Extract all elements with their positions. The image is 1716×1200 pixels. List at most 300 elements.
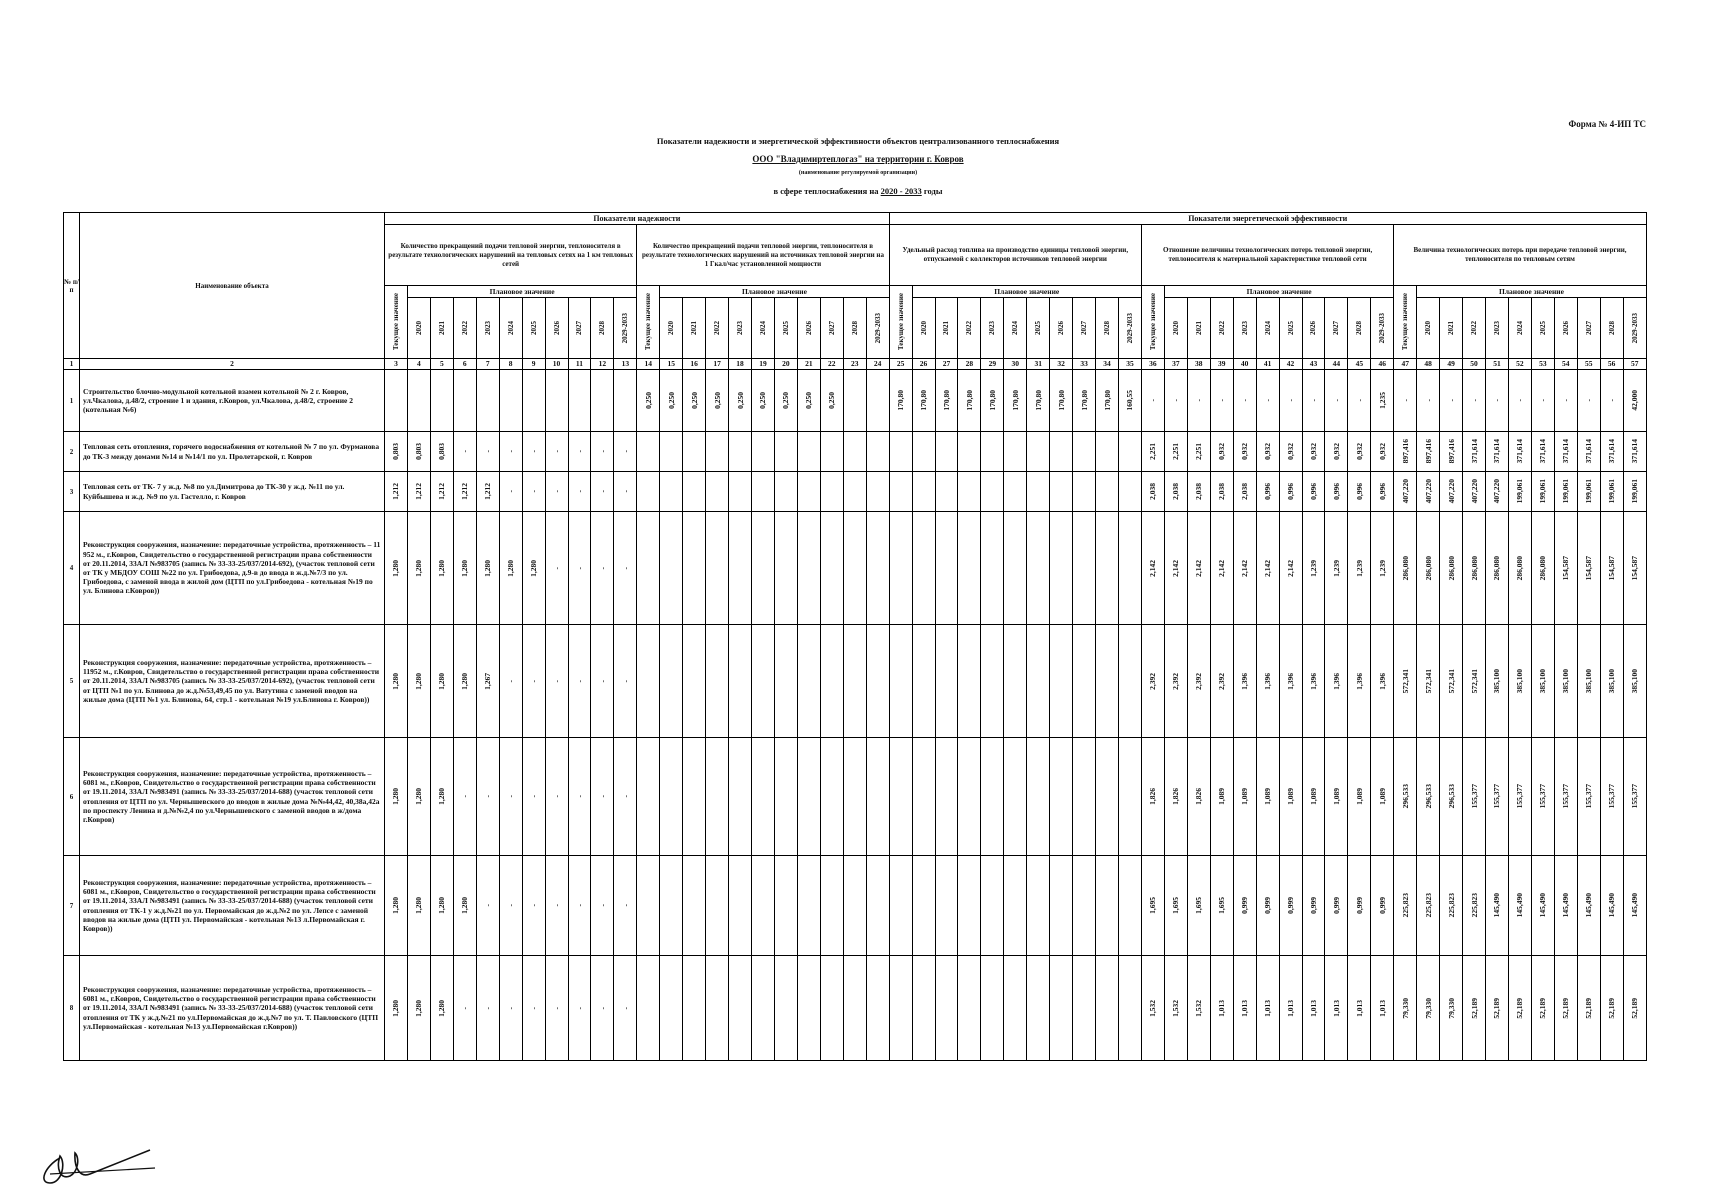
cell-value: 1,280	[414, 559, 424, 577]
value-cell	[729, 370, 752, 432]
plan-value-header: Плановое значение	[912, 286, 1141, 298]
value-cell	[1210, 856, 1233, 956]
row-number: 3	[64, 472, 80, 512]
cell-value: 2,142	[1194, 559, 1204, 577]
cell-value: 0,803	[414, 443, 424, 460]
cell-value: 1,235	[1377, 392, 1387, 409]
value-cell	[522, 472, 545, 512]
column-number: 55	[1577, 359, 1600, 370]
value-cell	[591, 512, 614, 625]
year-label: 2026	[1561, 321, 1570, 335]
value-cell	[430, 625, 453, 738]
cell-value: 1,089	[1354, 788, 1364, 805]
value-cell	[797, 956, 820, 1061]
value-cell	[820, 625, 843, 738]
cell-value: 1,396	[1240, 672, 1250, 690]
value-cell	[1141, 432, 1164, 472]
column-number: 16	[683, 359, 706, 370]
value-cell	[752, 512, 775, 625]
value-cell	[591, 432, 614, 472]
value-cell	[752, 472, 775, 512]
year-header	[1187, 298, 1210, 359]
value-cell	[889, 738, 912, 856]
value-cell	[706, 738, 729, 856]
value-cell	[637, 956, 660, 1061]
value-cell	[660, 738, 683, 856]
value-cell	[1210, 432, 1233, 472]
value-cell	[1256, 512, 1279, 625]
value-cell	[1486, 432, 1509, 472]
value-cell	[568, 370, 591, 432]
year-header	[1096, 298, 1119, 359]
cell-value: 225,823	[1423, 893, 1433, 918]
year-label: 2027	[1332, 321, 1341, 335]
cell-value: 0,932	[1286, 443, 1296, 460]
value-cell	[499, 432, 522, 472]
year-header	[843, 298, 866, 359]
cell-value: -	[483, 904, 493, 907]
value-cell	[385, 856, 408, 956]
value-cell	[614, 625, 637, 738]
value-cell	[958, 432, 981, 472]
value-cell	[729, 625, 752, 738]
cell-value: 572,341	[1400, 668, 1410, 694]
year-label: 2021	[1194, 321, 1203, 335]
column-number: 44	[1325, 359, 1348, 370]
current-value-header	[889, 286, 912, 359]
value-cell	[1050, 472, 1073, 512]
period-suffix: годы	[921, 186, 943, 196]
cell-value: -	[1308, 399, 1318, 402]
value-cell	[1004, 956, 1027, 1061]
value-cell	[1325, 512, 1348, 625]
year-header	[912, 298, 935, 359]
value-cell	[1371, 738, 1394, 856]
value-cell	[1210, 370, 1233, 432]
cell-value: 1,089	[1331, 788, 1341, 805]
cell-value: 1,089	[1217, 788, 1227, 805]
cell-value: 371,614	[1515, 439, 1525, 464]
cell-value: -	[552, 904, 562, 907]
cell-value: 1,212	[483, 483, 493, 500]
cell-value: 1,826	[1171, 788, 1181, 805]
cell-value: 154,587	[1630, 555, 1640, 581]
value-cell	[683, 370, 706, 432]
cell-value: 1,695	[1194, 897, 1204, 914]
value-cell	[843, 472, 866, 512]
value-cell	[866, 625, 889, 738]
value-cell	[1027, 432, 1050, 472]
value-cell	[1577, 625, 1600, 738]
value-cell	[1531, 625, 1554, 738]
cell-value: -	[1561, 399, 1571, 402]
cell-value: -	[1607, 399, 1617, 402]
cell-value: 385,100	[1538, 668, 1548, 694]
value-cell	[660, 370, 683, 432]
value-cell	[1394, 512, 1417, 625]
cell-value: 1,280	[414, 672, 424, 690]
value-cell	[1394, 432, 1417, 472]
value-cell	[1050, 432, 1073, 472]
value-cell	[1004, 856, 1027, 956]
cell-value: 1,396	[1286, 672, 1296, 690]
year-label: 2022	[965, 321, 974, 335]
value-cell	[1302, 472, 1325, 512]
cell-value: 2,392	[1217, 672, 1227, 690]
value-cell	[1325, 625, 1348, 738]
value-cell	[866, 370, 889, 432]
cell-value: 1,212	[414, 483, 424, 500]
cell-value: 1,089	[1286, 788, 1296, 805]
column-number: 4	[407, 359, 430, 370]
year-header	[1463, 298, 1486, 359]
plan-value-header: Плановое значение	[407, 286, 636, 298]
cell-value: 385,100	[1515, 668, 1525, 694]
cell-value: 2,251	[1148, 443, 1158, 460]
value-cell	[1073, 856, 1096, 956]
year-label: 2029-2033	[1630, 312, 1639, 344]
column-number: 54	[1554, 359, 1577, 370]
year-header	[774, 298, 797, 359]
year-label: 2023	[483, 321, 492, 335]
value-cell	[820, 432, 843, 472]
year-label: 2022	[1470, 321, 1479, 335]
value-cell	[683, 625, 706, 738]
value-cell	[1325, 370, 1348, 432]
table-row	[64, 370, 1647, 432]
column-number: 39	[1210, 359, 1233, 370]
cell-value: 1,280	[483, 559, 493, 577]
value-cell	[774, 625, 797, 738]
year-label: 2027	[575, 321, 584, 335]
value-cell	[1600, 432, 1623, 472]
value-cell	[797, 625, 820, 738]
value-cell	[1531, 512, 1554, 625]
col-header-no: № п/ п	[64, 213, 80, 359]
value-cell	[1348, 512, 1371, 625]
cell-value: 199,061	[1607, 479, 1617, 504]
cell-value: 1,396	[1331, 672, 1341, 690]
value-cell	[1256, 956, 1279, 1061]
value-cell	[1348, 432, 1371, 472]
value-cell	[1508, 512, 1531, 625]
value-cell	[1096, 956, 1119, 1061]
value-cell	[1417, 956, 1440, 1061]
cell-value: 199,061	[1561, 479, 1571, 504]
row-number: 6	[64, 738, 80, 856]
value-cell	[1577, 956, 1600, 1061]
value-cell	[1141, 625, 1164, 738]
year-header	[1577, 298, 1600, 359]
value-cell	[1210, 956, 1233, 1061]
cell-value: -	[574, 450, 584, 453]
value-cell	[1463, 738, 1486, 856]
year-label: 2023	[1492, 321, 1501, 335]
value-cell	[1279, 432, 1302, 472]
value-cell	[430, 738, 453, 856]
cell-value: 1,239	[1354, 559, 1364, 577]
value-cell	[1623, 512, 1646, 625]
cell-value: 0,996	[1286, 483, 1296, 500]
cell-value: 0,803	[437, 443, 447, 460]
value-cell	[1371, 956, 1394, 1061]
value-cell	[637, 625, 660, 738]
cell-value: 1,267	[483, 672, 493, 690]
year-header	[958, 298, 981, 359]
value-cell	[660, 625, 683, 738]
column-number: 35	[1119, 359, 1142, 370]
value-cell	[499, 738, 522, 856]
year-label: 2027	[1080, 321, 1089, 335]
cell-value: -	[1515, 399, 1525, 402]
value-cell	[1279, 370, 1302, 432]
value-cell	[729, 956, 752, 1061]
value-cell	[958, 956, 981, 1061]
cell-value: 371,614	[1584, 439, 1594, 464]
column-number: 25	[889, 359, 912, 370]
cell-value: -	[460, 795, 470, 798]
value-cell	[843, 370, 866, 432]
object-name: Реконструкция сооружения, назначение: передаточные устройства, протяженность – 6081 м., г.Ковров, Свидетельство о государственной регистрации права собственности от 19.11.2014, 33АЛ №983491 (запись № 33-33-25/037/2014-688) (участок тепловой сети отопления от ЦТП по ул. Чернышевского до вводов в жилые дома №№44,42, 40,38а,42а по проспекту Ленина и д.№№2,4 по ул.Чернышевского с заменой вводов в ж/дома г.Ковров)	[80, 738, 385, 856]
cell-value: 170,80	[941, 390, 951, 411]
value-cell	[453, 856, 476, 956]
value-cell	[1004, 625, 1027, 738]
value-cell	[1119, 512, 1142, 625]
value-cell	[1050, 738, 1073, 856]
cell-value: 1,826	[1148, 788, 1158, 805]
cell-value: -	[1492, 399, 1502, 402]
value-cell	[706, 472, 729, 512]
cell-value: 1,212	[437, 483, 447, 500]
year-header	[1371, 298, 1394, 359]
year-label: 2026	[1057, 321, 1066, 335]
value-cell	[1325, 956, 1348, 1061]
year-label: 2020	[1424, 321, 1433, 335]
value-cell	[499, 370, 522, 432]
value-cell	[1623, 856, 1646, 956]
value-cell	[476, 625, 499, 738]
value-cell	[1187, 432, 1210, 472]
value-cell	[889, 472, 912, 512]
year-label: 2029-2033	[1125, 312, 1134, 344]
object-name: Реконструкция сооружения, назначение: передаточные устройства, протяженность – 11952 м., г.Ковров, Свидетельство о государственной регистрации права собственности от 20.11.2014, 33АЛ №983705 (запись № 33-33-25/037/2014-692), (участок тепловой сети от ЦТП №1 по ул. Блинова до ж.д.№53,49,45 по ул. Ватутина с заменой вводов на жилые дома (ЦТП №1 ул. Блинова, 64, стр.1 - котельная №19 ул.Блинова г. Ковров))	[80, 625, 385, 738]
column-number: 21	[797, 359, 820, 370]
year-header	[1027, 298, 1050, 359]
cell-value: 1,013	[1354, 999, 1364, 1017]
value-cell	[430, 472, 453, 512]
column-number: 42	[1279, 359, 1302, 370]
value-cell	[729, 472, 752, 512]
cell-value: -	[506, 795, 516, 798]
column-number: 20	[774, 359, 797, 370]
cell-value: 52,189	[1561, 997, 1571, 1019]
value-cell	[1531, 738, 1554, 856]
cell-value: 385,100	[1630, 668, 1640, 694]
year-header	[1554, 298, 1577, 359]
value-cell	[1027, 370, 1050, 432]
value-cell	[1623, 738, 1646, 856]
plan-value-header: Плановое значение	[1164, 286, 1393, 298]
value-cell	[683, 512, 706, 625]
value-cell	[1600, 856, 1623, 956]
cell-value: 155,377	[1607, 784, 1617, 809]
cell-value: 145,490	[1538, 893, 1548, 918]
value-cell	[1531, 432, 1554, 472]
cell-value: 1,396	[1377, 672, 1387, 690]
value-cell	[1050, 956, 1073, 1061]
cell-value: 1,013	[1286, 999, 1296, 1017]
value-cell	[912, 370, 935, 432]
cell-value: 1,089	[1263, 788, 1273, 805]
organization-name: ООО "Владимиртеплогаз" на территории г. Ковров	[752, 154, 964, 164]
value-cell	[1256, 370, 1279, 432]
cell-value: 286,080	[1469, 555, 1479, 581]
column-number: 40	[1233, 359, 1256, 370]
column-number: 24	[866, 359, 889, 370]
period-years: 2020 - 2033	[880, 186, 922, 196]
year-label: 2025	[1286, 321, 1295, 335]
year-label: 2026	[804, 321, 813, 335]
value-cell	[1004, 432, 1027, 472]
value-cell	[453, 472, 476, 512]
year-label: 2024	[758, 321, 767, 335]
value-cell	[889, 370, 912, 432]
year-header	[1440, 298, 1463, 359]
value-cell	[476, 512, 499, 625]
table-row	[64, 512, 1647, 625]
value-cell	[1577, 370, 1600, 432]
cell-value: 296,533	[1423, 784, 1433, 809]
cell-value: -	[529, 490, 539, 493]
cell-value: 286,080	[1400, 555, 1410, 581]
cell-value: -	[1469, 399, 1479, 402]
cell-value: 1,826	[1194, 788, 1204, 805]
value-cell	[1233, 625, 1256, 738]
cell-value: -	[597, 795, 607, 798]
value-cell	[1302, 856, 1325, 956]
cell-value: 1,013	[1377, 999, 1387, 1017]
cell-value: -	[1263, 399, 1273, 402]
value-cell	[1073, 512, 1096, 625]
year-header	[797, 298, 820, 359]
value-cell	[1210, 472, 1233, 512]
value-cell	[1417, 625, 1440, 738]
value-cell	[1187, 472, 1210, 512]
value-cell	[545, 512, 568, 625]
value-cell	[729, 432, 752, 472]
year-header	[545, 298, 568, 359]
current-value-header	[1394, 286, 1417, 359]
value-cell	[1187, 625, 1210, 738]
value-cell	[935, 432, 958, 472]
cell-value: 296,533	[1446, 784, 1456, 809]
value-cell	[1256, 432, 1279, 472]
value-cell	[889, 856, 912, 956]
year-label: 2024	[506, 321, 515, 335]
value-cell	[683, 432, 706, 472]
value-cell	[1508, 432, 1531, 472]
cell-value: 0,250	[735, 392, 745, 409]
cell-value: 1,280	[437, 559, 447, 577]
value-cell	[407, 856, 430, 956]
value-cell	[430, 512, 453, 625]
value-cell	[1623, 472, 1646, 512]
cell-value: -	[574, 1006, 584, 1010]
cell-value: 0,999	[1308, 897, 1318, 914]
value-cell	[407, 625, 430, 738]
value-cell	[1119, 472, 1142, 512]
value-cell	[1256, 472, 1279, 512]
cell-value: 1,280	[437, 897, 447, 914]
value-cell	[1554, 625, 1577, 738]
value-cell	[1463, 432, 1486, 472]
cell-value: 2,142	[1171, 559, 1181, 577]
cell-value: 52,189	[1630, 997, 1640, 1019]
table-row	[64, 625, 1647, 738]
value-cell	[1554, 472, 1577, 512]
cell-value: 1,280	[391, 559, 401, 577]
year-header	[1210, 298, 1233, 359]
row-number: 1	[64, 370, 80, 432]
value-cell	[407, 738, 430, 856]
value-cell	[958, 738, 981, 856]
value-cell	[1164, 370, 1187, 432]
cell-value: 1,280	[391, 788, 401, 805]
value-cell	[1623, 432, 1646, 472]
value-cell	[1348, 956, 1371, 1061]
value-cell	[752, 856, 775, 956]
cell-value: -	[597, 490, 607, 493]
year-header	[1623, 298, 1646, 359]
value-cell	[1004, 472, 1027, 512]
cell-value: 199,061	[1630, 479, 1640, 504]
value-cell	[706, 856, 729, 956]
value-cell	[1233, 432, 1256, 472]
cell-value: -	[460, 1006, 470, 1010]
year-header	[499, 298, 522, 359]
column-number: 47	[1394, 359, 1417, 370]
cell-value: 1,532	[1171, 999, 1181, 1017]
value-cell	[843, 432, 866, 472]
cell-value: 1,280	[460, 672, 470, 690]
value-cell	[1096, 432, 1119, 472]
column-number: 50	[1463, 359, 1486, 370]
value-cell	[866, 472, 889, 512]
value-cell	[1233, 512, 1256, 625]
value-cell	[476, 472, 499, 512]
cell-value: 1,013	[1240, 999, 1250, 1017]
cell-value: -	[1423, 399, 1433, 402]
value-cell	[1371, 856, 1394, 956]
value-cell	[958, 625, 981, 738]
value-cell	[1600, 512, 1623, 625]
value-cell	[637, 370, 660, 432]
year-label: 2021	[690, 321, 699, 335]
value-cell	[1600, 625, 1623, 738]
cell-value: 407,220	[1400, 479, 1410, 504]
cell-value: -	[506, 450, 516, 453]
cell-value: 0,250	[827, 392, 837, 409]
value-cell	[729, 738, 752, 856]
column-number: 9	[522, 359, 545, 370]
value-cell	[797, 512, 820, 625]
value-cell	[683, 856, 706, 956]
value-cell	[568, 956, 591, 1061]
value-cell	[1073, 625, 1096, 738]
value-cell	[683, 738, 706, 856]
column-number: 57	[1623, 359, 1646, 370]
value-cell	[1027, 472, 1050, 512]
